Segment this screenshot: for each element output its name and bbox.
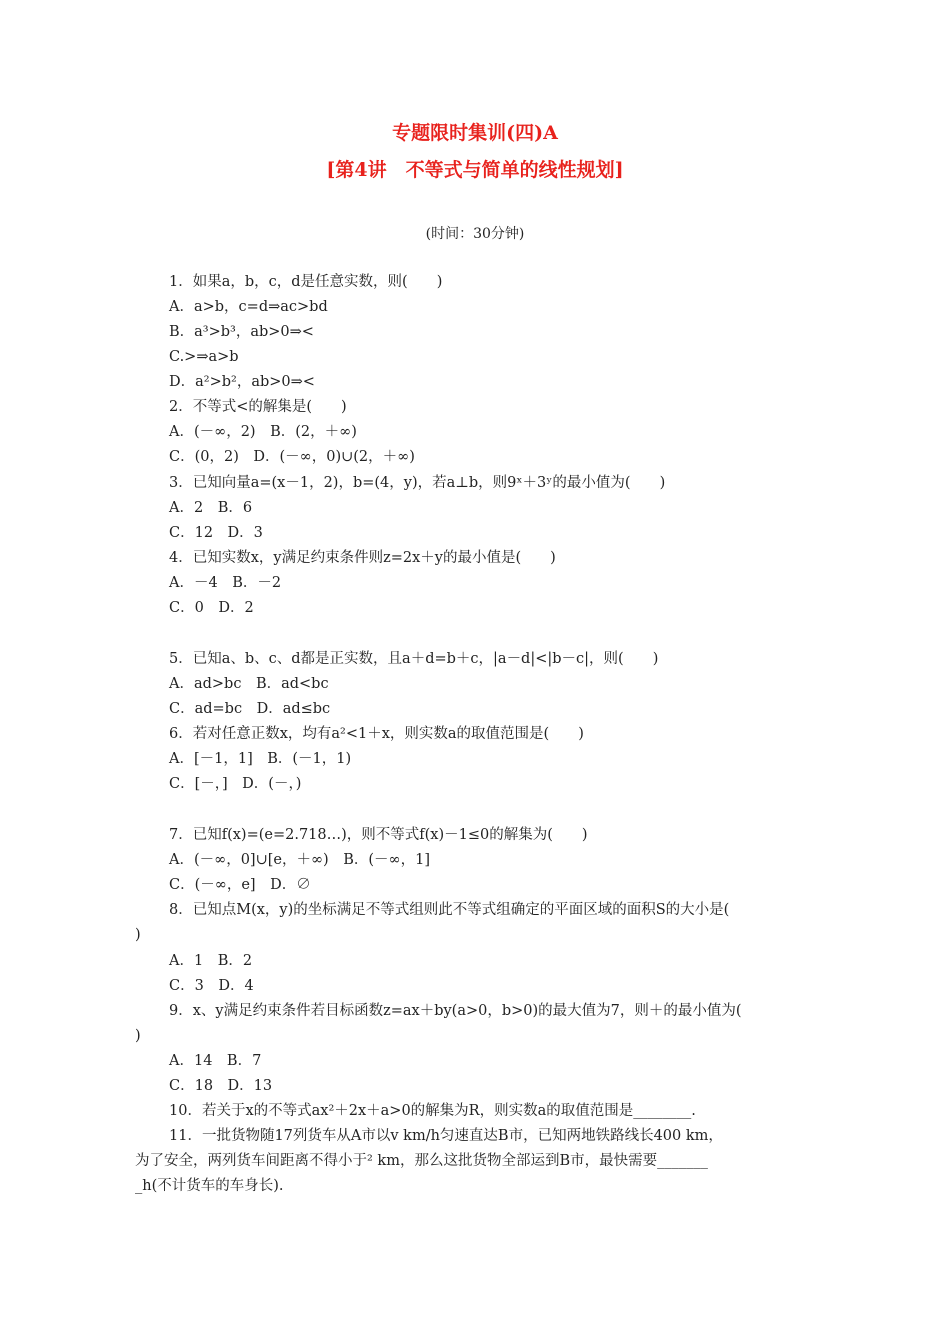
option-line: A．1 B．2 xyxy=(169,953,253,969)
question-2: 2．不等式<的解集是( ) xyxy=(169,399,347,415)
option-line: C．12 D．3 xyxy=(169,525,263,541)
question-3: 3．已知向量a=(x－1，2)，b=(4，y)，若a⊥b，则9ˣ＋3ʸ的最小值为( ) xyxy=(169,475,666,491)
option-line: C．(－∞，e] D．∅ xyxy=(169,877,311,893)
option-line: A．a>b，c=d⇒ac>bd xyxy=(169,299,328,315)
question-4: 4．已知实数x，y满足约束条件则z=2x＋y的最小值是( ) xyxy=(169,550,556,566)
option-line: B．a³>b³，ab>0⇒< xyxy=(169,324,314,340)
option-line: A．(－∞，2) B．(2，＋∞) xyxy=(169,424,357,440)
option-line: A．(－∞，0]∪[e，＋∞) B．(－∞，1] xyxy=(169,852,430,868)
option-line: C．3 D．4 xyxy=(169,978,254,994)
option-line: C．[－，] D．(－，) xyxy=(169,776,302,792)
question-6: 6．若对任意正数x，均有a²<1＋x，则实数a的取值范围是( ) xyxy=(169,726,584,742)
option-line: C．0 D．2 xyxy=(169,600,254,616)
question-10: 10．若关于x的不等式ax²＋2x＋a>0的解集为R，则实数a的取值范围是________. xyxy=(169,1103,696,1119)
option-line: A．ad>bc B．ad<bc xyxy=(169,676,329,692)
option-line: A．2 B．6 xyxy=(169,500,253,516)
option-line: C．18 D．13 xyxy=(169,1078,273,1094)
question-7: 7．已知f(x)=(e=2.718…)，则不等式f(x)－1≤0的解集为( ) xyxy=(169,827,588,843)
option-line: A．－4 B．－2 xyxy=(169,575,282,591)
option-line: C．ad=bc D．ad≤bc xyxy=(169,701,331,717)
question-5: 5．已知a、b、c、d都是正实数，且a＋d=b＋c，|a－d|<|b－c|，则( ) xyxy=(169,651,659,667)
question-11-line-3: _h(不计货车的车身长). xyxy=(135,1178,284,1194)
question-8-wrap: ) xyxy=(135,927,141,943)
page-subtitle: [第4讲 不等式与简单的线性规划] xyxy=(326,159,624,181)
option-line: C．(0，2) D．(－∞，0)∪(2，＋∞) xyxy=(169,449,415,465)
question-11-line-2: 为了安全，两列货车间距离不得小于² km，那么这批货物全部运到B市，最快需要_______ xyxy=(135,1153,708,1169)
option-line: A．[－1，1] B．(－1，1) xyxy=(169,751,352,767)
option-line: D．a²>b²，ab>0⇒< xyxy=(169,374,315,390)
page-title: 专题限时集训(四)A xyxy=(392,122,558,144)
question-9: 9．x、y满足约束条件若目标函数z=ax＋by(a>0，b>0)的最大值为7，则＋的最小值为( xyxy=(169,1003,742,1019)
time-limit: (时间：30分钟) xyxy=(425,226,525,242)
question-11: 11．一批货物随17列货车从A市以v km/h匀速直达B市，已知两地铁路线长400 km， xyxy=(169,1128,723,1144)
question-9-wrap: ) xyxy=(135,1028,141,1044)
option-line: C.>⇒a>b xyxy=(169,349,239,365)
option-line: A．14 B．7 xyxy=(169,1053,262,1069)
question-1: 1．如果a，b，c，d是任意实数，则( ) xyxy=(169,274,443,290)
question-8: 8．已知点M(x，y)的坐标满足不等式组则此不等式组确定的平面区域的面积S的大小是( xyxy=(169,902,730,918)
